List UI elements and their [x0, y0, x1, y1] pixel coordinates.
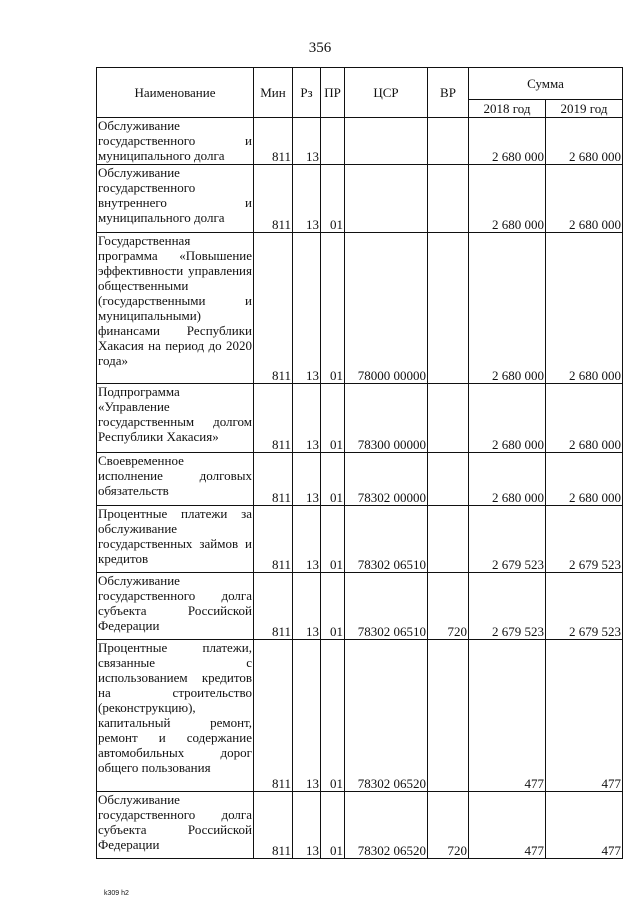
- row-2018: 2 680 000: [469, 165, 546, 233]
- row-2019: 2 680 000: [546, 165, 623, 233]
- row-2018: 2 679 523: [469, 573, 546, 640]
- row-name: Обслуживание государственного и муниципального долга: [98, 118, 252, 163]
- row-2019: 2 680 000: [546, 233, 623, 384]
- row-2019: 477: [546, 640, 623, 792]
- row-pr: [321, 118, 345, 165]
- row-name: Обслуживание государственного внутреннего и муниципального долга: [97, 165, 254, 233]
- row-min: 811: [254, 792, 293, 859]
- row-rz: 13: [293, 640, 321, 792]
- row-vr: [428, 640, 469, 792]
- row-vr: [428, 453, 469, 506]
- row-rz: 13: [293, 506, 321, 573]
- row-2018: 2 680 000: [469, 453, 546, 506]
- header-min: Мин: [254, 68, 293, 118]
- row-name: Государственная программа «Повышение эффективности управления общественными (государственными и муниципальными) финансами Республики Хакасия на период до 2020 года»: [97, 233, 254, 384]
- row-csr: 78302 00000: [345, 453, 428, 506]
- row-rz: 13: [293, 233, 321, 384]
- row-min: 811: [254, 165, 293, 233]
- header-2019: 2019 год: [546, 100, 623, 118]
- header-name: Наименование: [97, 68, 254, 118]
- table-row: [97, 792, 623, 859]
- row-2018: 2 680 000: [469, 118, 546, 165]
- row-pr: 01: [321, 384, 345, 453]
- row-vr: 720: [428, 573, 469, 640]
- row-csr: 78302 06520: [345, 792, 428, 859]
- row-pr: 01: [321, 165, 345, 233]
- row-csr: 78000 00000: [345, 233, 428, 384]
- row-csr: 78302 06510: [345, 573, 428, 640]
- row-name: Обслуживание государственного долга субъекта Российской Федерации: [97, 573, 254, 640]
- row-2019: 2 680 000: [546, 384, 623, 453]
- header-pr: ПР: [321, 68, 345, 118]
- header-sum: Сумма: [469, 68, 623, 100]
- row-min: 811: [254, 640, 293, 792]
- row-csr: 78302 06510: [345, 506, 428, 573]
- row-min: 811: [254, 573, 293, 640]
- row-2019: 477: [546, 792, 623, 859]
- row-2019: 2 679 523: [546, 573, 623, 640]
- row-pr: 01: [321, 573, 345, 640]
- row-min: 811: [254, 453, 293, 506]
- page-number: 356: [308, 40, 332, 56]
- row-2018: 2 680 000: [469, 384, 546, 453]
- row-min: 811: [254, 233, 293, 384]
- row-2019: 2 680 000: [546, 453, 623, 506]
- row-vr: [428, 233, 469, 384]
- row-min: 811: [254, 384, 293, 453]
- table-row: [97, 118, 623, 165]
- row-pr: 01: [321, 453, 345, 506]
- row-csr: 78300 00000: [345, 384, 428, 453]
- row-2019: 2 680 000: [546, 118, 623, 165]
- table-row: [97, 640, 623, 792]
- row-min: 811: [254, 506, 293, 573]
- row-2018: 2 679 523: [469, 506, 546, 573]
- row-name: Обслуживание государственного долга субъекта Российской Федерации: [97, 792, 254, 859]
- row-vr: [428, 118, 469, 165]
- row-rz: 13: [293, 573, 321, 640]
- row-pr: 01: [321, 640, 345, 792]
- row-pr: 01: [321, 792, 345, 859]
- header-vr: ВР: [428, 68, 469, 118]
- table-row: [97, 573, 623, 640]
- table-row: [97, 233, 623, 384]
- row-rz: 13: [293, 453, 321, 506]
- row-min: 811: [254, 118, 293, 165]
- row-csr: [345, 118, 428, 165]
- row-name: Процентные платежи за обслуживание государственных займов и кредитов: [97, 506, 254, 573]
- row-2018: 2 680 000: [469, 233, 546, 384]
- row-2018: 477: [469, 792, 546, 859]
- row-rz: 13: [293, 118, 321, 165]
- table-row: [97, 506, 623, 573]
- footer-code: k309 h2: [104, 890, 129, 897]
- row-vr: [428, 506, 469, 573]
- row-rz: 13: [293, 792, 321, 859]
- row-csr: [345, 165, 428, 233]
- header-row: [97, 68, 623, 100]
- row-rz: 13: [293, 165, 321, 233]
- header-rz: Рз: [293, 68, 321, 118]
- row-2018: 477: [469, 640, 546, 792]
- row-csr: 78302 06520: [345, 640, 428, 792]
- row-pr: 01: [321, 233, 345, 384]
- budget-table: [96, 67, 623, 859]
- header-2018: 2018 год: [469, 100, 546, 118]
- row-name: Подпрограмма «Управление государственным долгом Республики Хакасия»: [97, 384, 254, 453]
- row-vr: [428, 165, 469, 233]
- header-csr: ЦСР: [345, 68, 428, 118]
- table-row: [97, 384, 623, 453]
- row-name: Своевременное исполнение долговых обязательств: [97, 453, 254, 506]
- row-vr: 720: [428, 792, 469, 859]
- row-2019: 2 679 523: [546, 506, 623, 573]
- row-name: Процентные платежи, связанные с использованием кредитов на строительство (реконструкцию), капитальный ремонт, ремонт и содержание автомобильных дорог общего пользования: [97, 640, 254, 792]
- row-rz: 13: [293, 384, 321, 453]
- table-row: [97, 453, 623, 506]
- table-row: [97, 165, 623, 233]
- row-pr: 01: [321, 506, 345, 573]
- row-vr: [428, 384, 469, 453]
